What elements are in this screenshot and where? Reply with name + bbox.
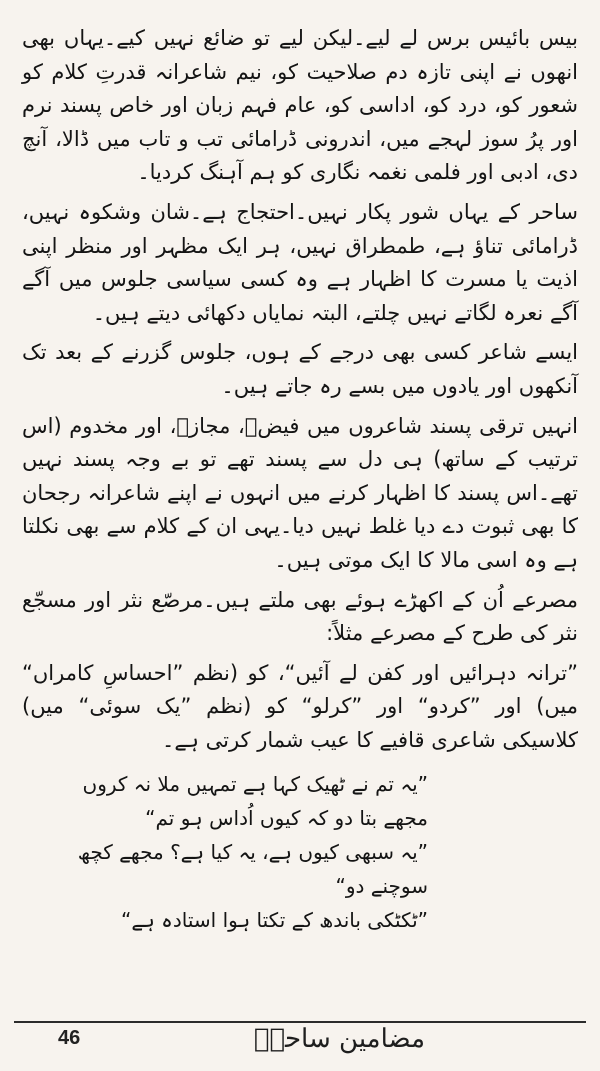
paragraph: ”ترانہ دہرائیں اور کفن لے آئیں“، کو (نظم ”احساسِ کامراں“ میں) اور ”کردو“ اور ”کرلو“ کو (نظم ”یک سوئی“ میں) کلاسیکی شاعری قافیے کا عیب شمار کرتی ہے۔	[22, 660, 578, 752]
verse-line: مجھے بتا دو کہ کیوں اُداس ہو تم“	[145, 806, 428, 831]
paragraph: انہیں ترقی پسند شاعروں میں فیضؔ، مجازؔ، اور مخدوم (اس ترتیب کے ساتھ) ہی دل سے پسند تھے تو بے وجہ پسند نہیں تھے۔اس پسند کا اظہار کرنے میں انہوں نے اپنے شاعرانہ رجحان کا بھی ثبوت دے دیا غلط نہیں دیا۔یہی ان کے کلام سے بھی نکلتا ہے وہ اسی مالا کا ایک موتی ہیں۔	[22, 413, 578, 572]
verse-line: ”یہ تم نے ٹھیک کہا ہے تمہیں ملا نہ کروں	[82, 772, 428, 797]
verse-quotes	[22, 767, 578, 937]
paragraph: ساحر کے یہاں شور پکار نہیں۔احتجاج ہے۔شان وشکوہ نہیں، ڈرامائی تناؤ ہے، طمطراق نہیں، ہر ایک مظہر اور منظر اپنی اذیت یا مسرت کا اظہار ہے وہ کسی سیاسی جلوس میں آگے آگے نعرہ لگاتے نہیں چلتے، البتہ نمایاں دکھائی دیتے ہیں۔	[22, 199, 578, 325]
paragraph: ایسے شاعر کسی بھی درجے کے ہوں، جلوس گزرنے کے بعد تک آنکھوں اور یادوں میں بسے رہ جاتے ہیں۔	[22, 340, 578, 398]
paragraph: بیس بائیس برس لے لیے۔لیکن لیے تو ضائع نہیں کیے۔یہاں بھی انھوں نے اپنی تازہ دم صلاحیت کو، نیم شاعرانہ قدرتِ کلام کو شعور کو، درد کو، اداسی کو، عام فہم زبان اور خاص پسند نرم اور پرُ سوز لہجے میں، اندرونی ڈرامائی تب و تاب میں ڈالا، آنچ دی، ادبی اور فلمی نغمہ نگاری کو ہم آہنگ کردیا۔	[22, 26, 578, 185]
verse-line: ”یہ سبھی کیوں ہے، یہ کیا ہے؟ مجھے کچھ سوچنے دو“	[77, 840, 428, 899]
body-text	[22, 22, 578, 757]
paragraph: مصرعے اُن کے اکھڑے ہوئے بھی ملتے ہیں۔مرصّع نثر اور مسجّع نثر کی طرح کے مصرعے مثلاً:	[22, 587, 578, 646]
running-footer-title: مضامین ساحرؔ	[253, 1024, 425, 1054]
footer-divider	[14, 1021, 586, 1023]
verse-line: ”ٹکٹکی باندھ کے تکتا ہوا استادہ ہے“	[120, 908, 428, 933]
page-number: 46	[58, 1027, 81, 1049]
